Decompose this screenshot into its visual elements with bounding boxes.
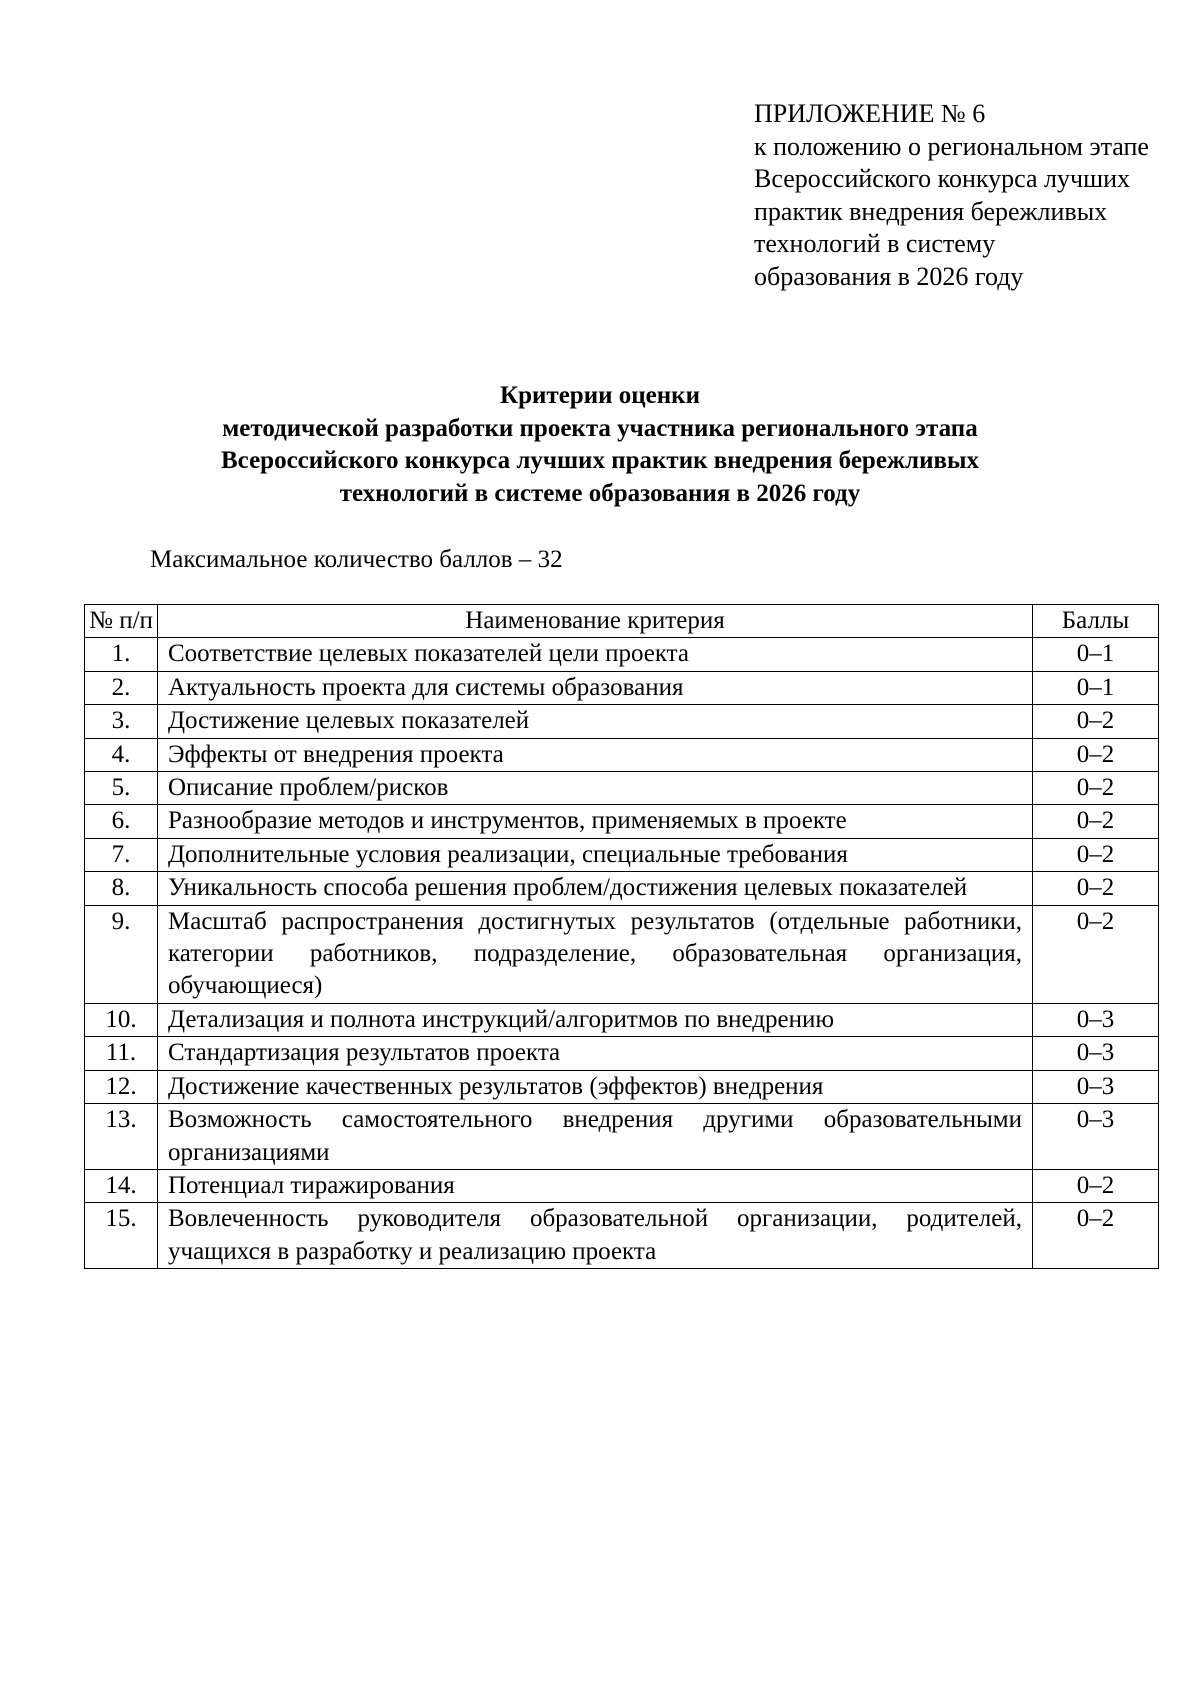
row-score: 0–3: [1033, 1070, 1159, 1103]
header-criterion: Наименование критерия: [158, 605, 1033, 638]
row-score: 0–2: [1033, 905, 1159, 1003]
row-score: 0–2: [1033, 838, 1159, 871]
row-criterion: Уникальность способа решения проблем/достижения целевых показателей: [158, 872, 1033, 905]
table-row: [85, 1169, 1159, 1202]
table-row: [85, 805, 1159, 838]
row-criterion: Детализация и полнота инструкций/алгоритмов по внедрению: [158, 1003, 1033, 1036]
row-score: 0–2: [1033, 872, 1159, 905]
table-row: [85, 772, 1159, 805]
appendix-line: практик внедрения бережливых: [754, 196, 1108, 226]
row-criterion: Эффекты от внедрения проекта: [158, 738, 1033, 771]
table-row: [85, 1070, 1159, 1103]
header-score: Баллы: [1033, 605, 1159, 638]
header-number: № п/п: [85, 605, 158, 638]
row-score: 0–2: [1033, 805, 1159, 838]
table-row: [85, 1203, 1159, 1269]
row-criterion: Стандартизация результатов проекта: [158, 1037, 1033, 1070]
criteria-table: [84, 604, 1159, 1269]
row-criterion: Достижение качественных результатов (эффектов) внедрения: [158, 1070, 1033, 1103]
row-number: 9.: [85, 905, 158, 1003]
row-score: 0–2: [1033, 772, 1159, 805]
row-criterion: Вовлеченность руководителя образовательной организации, родителей, учащихся в разработку и реализацию проекта: [158, 1203, 1033, 1269]
row-criterion: Соответствие целевых показателей цели проекта: [158, 638, 1033, 671]
title-line: методической разработки проекта участника регионального этапа: [222, 414, 978, 442]
row-criterion: Описание проблем/рисков: [158, 772, 1033, 805]
row-number: 11.: [85, 1037, 158, 1070]
row-criterion: Масштаб распространения достигнутых результатов (отдельные работники, категории работников, подразделение, образовательная организация, обучающиеся): [158, 905, 1033, 1003]
row-score: 0–2: [1033, 1169, 1159, 1202]
document-title: [0, 380, 1200, 510]
table-row: [85, 838, 1159, 871]
row-score: 0–3: [1033, 1037, 1159, 1070]
title-line: технологий в системе образования в 2026 году: [339, 479, 861, 507]
row-score: 0–2: [1033, 705, 1159, 738]
row-criterion: Актуальность проекта для системы образования: [158, 671, 1033, 704]
row-criterion: Дополнительные условия реализации, специальные требования: [158, 838, 1033, 871]
title-line: Критерии оценки: [500, 382, 700, 409]
appendix-line: Всероссийского конкурса лучших: [754, 164, 1131, 193]
appendix-header: [754, 98, 1149, 293]
row-score: 0–1: [1033, 638, 1159, 671]
row-number: 8.: [85, 872, 158, 905]
appendix-line: к положению о региональном этапе: [754, 131, 1149, 161]
table-row: [85, 1104, 1159, 1170]
row-number: 10.: [85, 1003, 158, 1036]
row-number: 1.: [85, 638, 158, 671]
table-header-row: [85, 605, 1159, 638]
table-row: [85, 638, 1159, 671]
row-number: 5.: [85, 772, 158, 805]
table-row: [85, 872, 1159, 905]
appendix-line: образования в 2026 году: [754, 261, 1024, 291]
row-number: 7.: [85, 838, 158, 871]
table-row: [85, 905, 1159, 1003]
row-criterion: Достижение целевых показателей: [158, 705, 1033, 738]
row-criterion: Потенциал тиражирования: [158, 1169, 1033, 1202]
row-number: 2.: [85, 671, 158, 704]
table-row: [85, 1037, 1159, 1070]
table-row: [85, 1003, 1159, 1036]
row-number: 15.: [85, 1203, 158, 1269]
row-score: 0–3: [1033, 1104, 1159, 1170]
row-score: 0–1: [1033, 671, 1159, 704]
appendix-line: технологий в систему: [754, 229, 996, 258]
row-criterion: Возможность самостоятельного внедрения другими образовательными организациями: [158, 1104, 1033, 1170]
row-number: 12.: [85, 1070, 158, 1103]
appendix-line: ПРИЛОЖЕНИЕ № 6: [754, 99, 986, 128]
table-row: [85, 705, 1159, 738]
row-criterion: Разнообразие методов и инструментов, применяемых в проекте: [158, 805, 1033, 838]
row-number: 4.: [85, 738, 158, 771]
row-score: 0–2: [1033, 1203, 1159, 1269]
table-row: [85, 738, 1159, 771]
table-row: [85, 671, 1159, 704]
row-number: 3.: [85, 705, 158, 738]
row-number: 6.: [85, 805, 158, 838]
row-score: 0–3: [1033, 1003, 1159, 1036]
max-score-text: Максимальное количество баллов – 32: [150, 546, 563, 573]
row-number: 14.: [85, 1169, 158, 1202]
row-score: 0–2: [1033, 738, 1159, 771]
row-number: 13.: [85, 1104, 158, 1170]
title-line: Всероссийского конкурса лучших практик внедрения бережливых: [221, 447, 979, 474]
